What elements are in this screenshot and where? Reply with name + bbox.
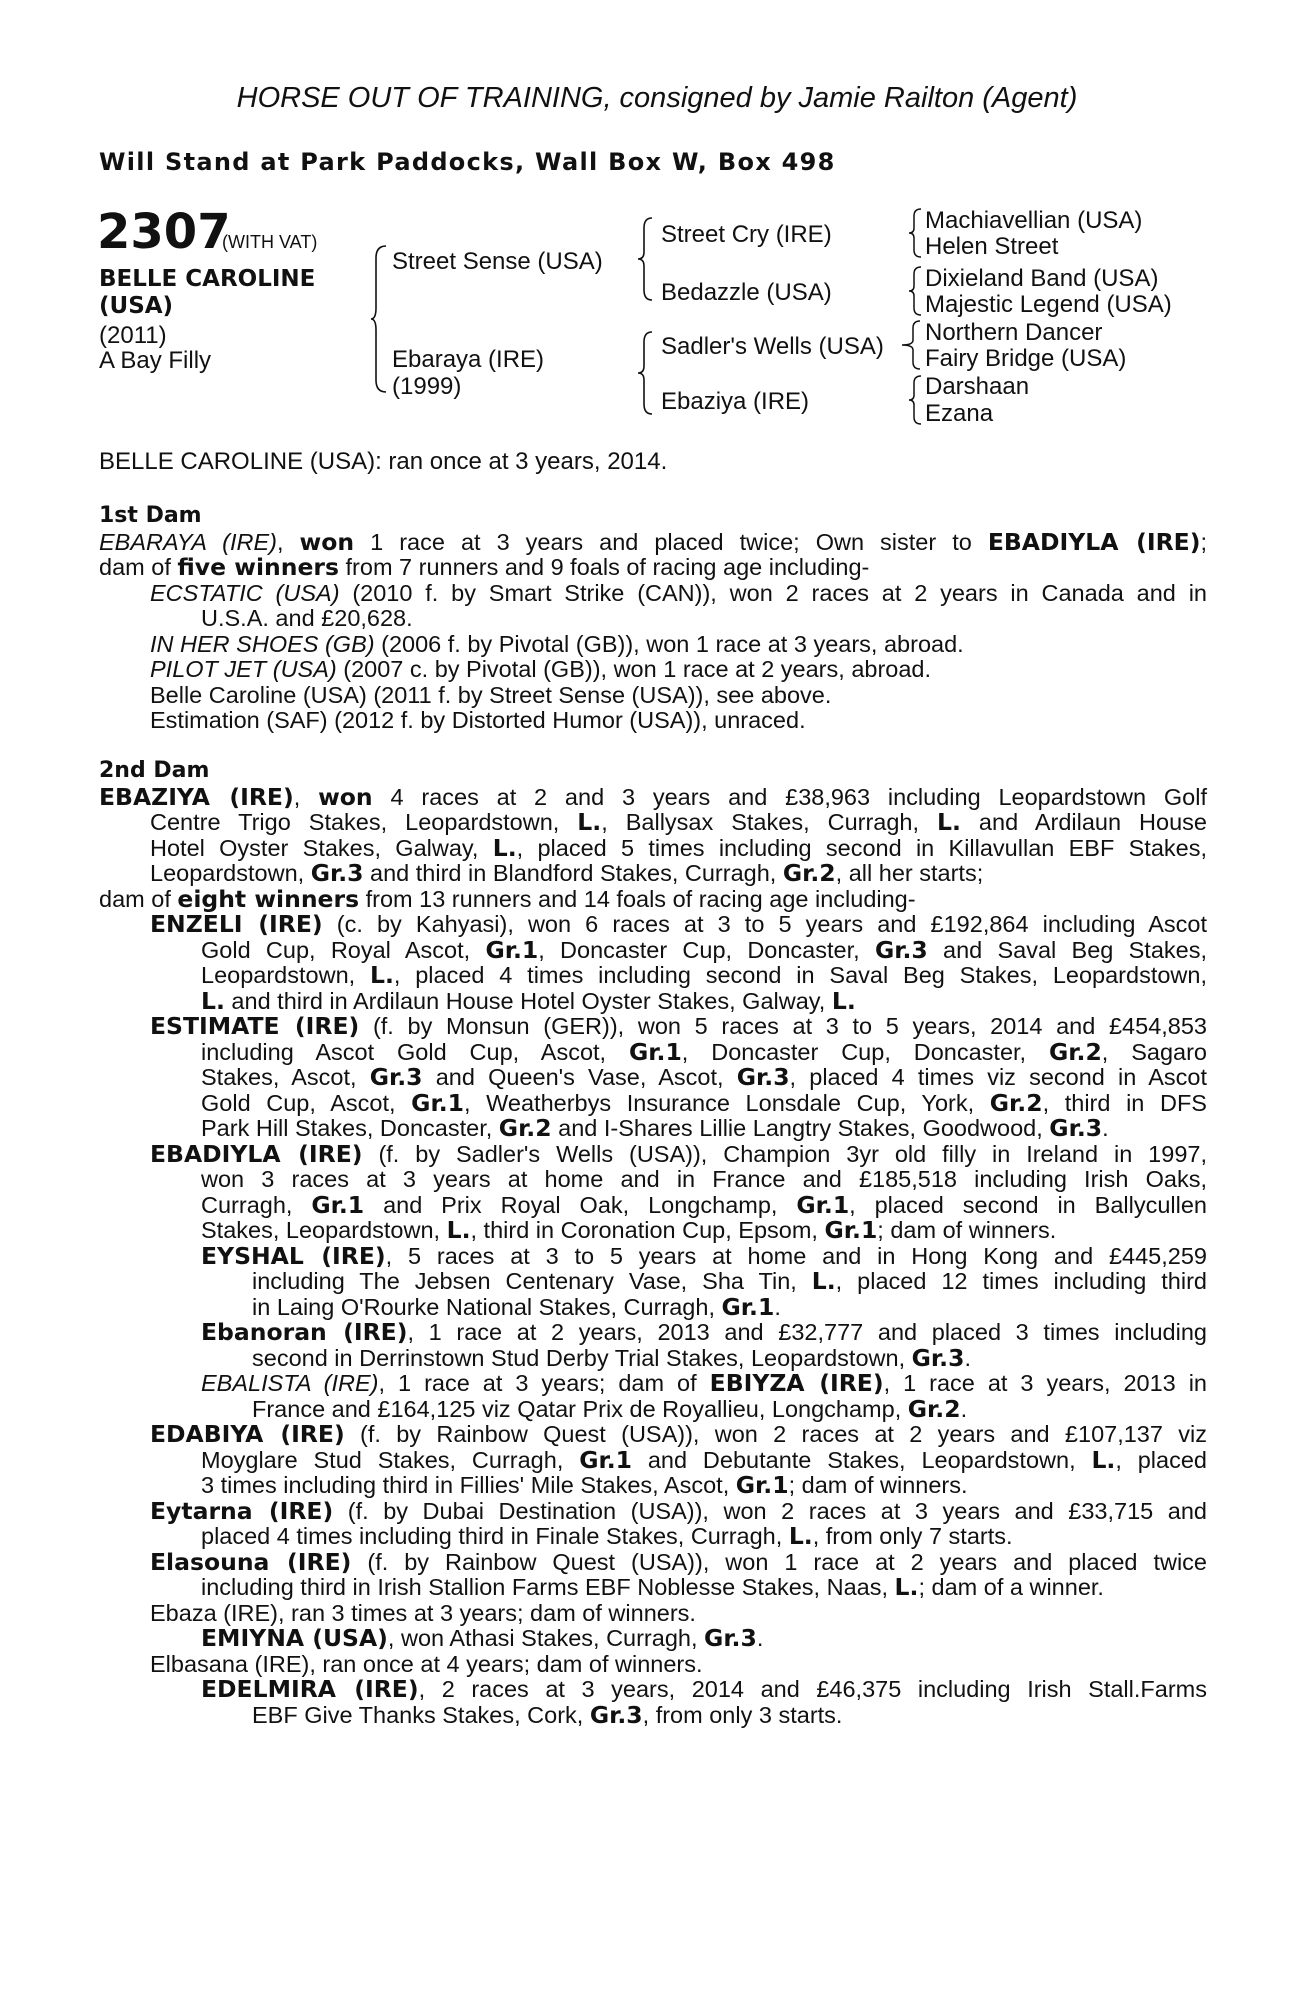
second-dam-line: EBALISTA (IRE), 1 race at 3 years; dam of EBIYZA (IRE), 1 race at 3 years, 2013 in <box>201 1369 1207 1397</box>
lot-number: 2307 <box>97 204 231 260</box>
pedigree-g5: Northern Dancer <box>925 319 1103 346</box>
pedigree-brace <box>907 265 923 317</box>
first-dam-line: PILOT JET (USA) (2007 c. by Pivotal (GB)), won 1 race at 2 years, abroad. <box>150 656 932 682</box>
pedigree-g8: Ezana <box>925 400 994 427</box>
second-dam-line: EYSHAL (IRE), 5 races at 3 to 5 years at home and in Hong Kong and £445,259 <box>201 1242 1207 1270</box>
second-dam-line: Centre Trigo Stakes, Leopardstown, L., Ballysax Stakes, Curragh, L. and Ardilaun House <box>150 808 1207 836</box>
second-dam-line: placed 4 times including third in Finale Stakes, Curragh, L., from only 7 starts. <box>201 1522 1013 1550</box>
second-dam-line: 3 times including third in Fillies' Mile Stakes, Ascot, Gr.1; dam of winners. <box>201 1471 968 1499</box>
pedigree-dam-year: (1999) <box>392 373 462 400</box>
first-dam-line: EBARAYA (IRE), won 1 race at 3 years and placed twice; Own sister to EBADIYLA (IRE); <box>99 528 1207 556</box>
pedigree-sire-dam: Bedazzle (USA) <box>661 279 832 306</box>
second-dam-line: ENZELI (IRE) (c. by Kahyasi), won 6 races at 3 to 5 years and £192,864 including Ascot <box>150 910 1207 938</box>
second-dam-line: Hotel Oyster Stakes, Galway, L., placed 5 times including second in Killavullan EBF Stakes, <box>150 834 1207 862</box>
second-dam-line: France and £164,125 viz Qatar Prix de Royallieu, Longchamp, Gr.2. <box>252 1395 968 1423</box>
second-dam-line: Elasouna (IRE) (f. by Rainbow Quest (USA)), won 1 race at 2 years and placed twice <box>150 1548 1207 1576</box>
first-dam-heading: 1st Dam <box>99 503 202 528</box>
pedigree-g6: Fairy Bridge (USA) <box>925 345 1127 372</box>
second-dam-line: Ebanoran (IRE), 1 race at 2 years, 2013 and £32,777 and placed 3 times including <box>201 1318 1207 1346</box>
pedigree-brace <box>636 216 656 302</box>
second-dam-line: Park Hill Stakes, Doncaster, Gr.2 and I-Shares Lillie Langtry Stakes, Goodwood, Gr.3. <box>201 1114 1109 1142</box>
second-dam-line: Stakes, Ascot, Gr.3 and Queen's Vase, Ascot, Gr.3, placed 4 times viz second in Ascot <box>201 1063 1207 1091</box>
horse-description: A Bay Filly <box>99 347 212 374</box>
page-title: HORSE OUT OF TRAINING, consigned by Jamie Railton (Agent) <box>236 82 1078 114</box>
race-summary: BELLE CAROLINE (USA): ran once at 3 years, 2014. <box>99 448 668 475</box>
second-dam-line: Curragh, Gr.1 and Prix Royal Oak, Longchamp, Gr.1, placed second in Ballycullen <box>201 1191 1207 1219</box>
second-dam-line: in Laing O'Rourke National Stakes, Curragh, Gr.1. <box>252 1293 781 1321</box>
second-dam-line: Gold Cup, Royal Ascot, Gr.1, Doncaster Cup, Doncaster, Gr.3 and Saval Beg Stakes, <box>201 936 1207 964</box>
second-dam-line: Ebaza (IRE), ran 3 times at 3 years; dam of winners. <box>150 1600 696 1626</box>
second-dam-line: including Ascot Gold Cup, Ascot, Gr.1, Doncaster Cup, Doncaster, Gr.2, Sagaro <box>201 1038 1207 1066</box>
second-dam-line: Elbasana (IRE), ran once at 4 years; dam of winners. <box>150 1651 703 1677</box>
pedigree-g7: Darshaan <box>925 373 1030 400</box>
second-dam-line: EBF Give Thanks Stakes, Cork, Gr.3, from only 3 starts. <box>252 1701 843 1729</box>
second-dam-line: EDABIYA (IRE) (f. by Rainbow Quest (USA)), won 2 races at 2 years and £107,137 viz <box>150 1420 1207 1448</box>
second-dam-line: L. and third in Ardilaun House Hotel Oyster Stakes, Galway, L. <box>201 987 856 1015</box>
vat-note: (WITH VAT) <box>222 232 318 252</box>
pedigree-g3: Dixieland Band (USA) <box>925 265 1159 292</box>
second-dam-line: Eytarna (IRE) (f. by Dubai Destination (USA)), won 2 races at 3 years and £33,715 and <box>150 1497 1207 1525</box>
second-dam-line: second in Derrinstown Stud Derby Trial Stakes, Leopardstown, Gr.3. <box>252 1344 971 1372</box>
second-dam-line: Stakes, Leopardstown, L., third in Coronation Cup, Epsom, Gr.1; dam of winners. <box>201 1216 1057 1244</box>
second-dam-line: ESTIMATE (IRE) (f. by Monsun (GER)), won 5 races at 3 to 5 years, 2014 and £454,853 <box>150 1012 1207 1040</box>
pedigree-sire-sire: Street Cry (IRE) <box>661 221 832 248</box>
second-dam-line: Moyglare Stud Stakes, Curragh, Gr.1 and Debutante Stakes, Leopardstown, L., placed <box>201 1446 1207 1474</box>
first-dam-line: U.S.A. and £20,628. <box>201 605 413 631</box>
second-dam-line: including third in Irish Stallion Farms EBF Noblesse Stakes, Naas, L.; dam of a winner. <box>201 1573 1104 1601</box>
horse-name: BELLE CAROLINE <box>99 266 316 292</box>
second-dam-line: EMIYNA (USA), won Athasi Stakes, Curragh, Gr.3. <box>201 1624 764 1652</box>
pedigree-dam: Ebaraya (IRE) <box>392 346 545 373</box>
second-dam-line: EDELMIRA (IRE), 2 races at 3 years, 2014 and £46,375 including Irish Stall.Farms <box>201 1675 1207 1703</box>
pedigree-g4: Majestic Legend (USA) <box>925 291 1172 318</box>
pedigree-brace <box>907 207 923 259</box>
pedigree-sire: Street Sense (USA) <box>392 248 603 275</box>
pedigree-g2: Helen Street <box>925 233 1059 260</box>
stand-location: Will Stand at Park Paddocks, Wall Box W, Box 498 <box>99 148 836 176</box>
first-dam-line: Estimation (SAF) (2012 f. by Distorted Humor (USA)), unraced. <box>150 707 806 733</box>
pedigree-brace <box>370 244 390 394</box>
second-dam-line: Gold Cup, Ascot, Gr.1, Weatherbys Insurance Lonsdale Cup, York, Gr.2, third in DFS <box>201 1089 1207 1117</box>
pedigree-brace <box>907 374 923 426</box>
second-dam-line: including The Jebsen Centenary Vase, Sha Tin, L., placed 12 times including third <box>252 1267 1207 1295</box>
second-dam-line: dam of eight winners from 13 runners and 14 foals of racing age including- <box>99 885 916 913</box>
second-dam-heading: 2nd Dam <box>99 758 210 783</box>
pedigree-brace <box>900 319 922 371</box>
second-dam-line: Leopardstown, L., placed 4 times including second in Saval Beg Stakes, Leopardstown, <box>201 961 1207 989</box>
first-dam-line: IN HER SHOES (GB) (2006 f. by Pivotal (GB)), won 1 race at 3 years, abroad. <box>150 631 964 657</box>
first-dam-line: dam of five winners from 7 runners and 9 foals of racing age including- <box>99 553 870 581</box>
second-dam-line: EBADIYLA (IRE) (f. by Sadler's Wells (USA)), Champion 3yr old filly in Ireland in 1997, <box>150 1140 1207 1168</box>
horse-name-country: (USA) <box>99 293 174 319</box>
second-dam-line: Leopardstown, Gr.3 and third in Blandford Stakes, Curragh, Gr.2, all her starts; <box>150 859 984 887</box>
pedigree-brace <box>636 330 656 416</box>
second-dam-line: EBAZIYA (IRE), won 4 races at 2 and 3 years and £38,963 including Leopardstown Golf <box>99 783 1207 811</box>
first-dam-line: Belle Caroline (USA) (2011 f. by Street Sense (USA)), see above. <box>150 682 832 708</box>
pedigree-dam-sire: Sadler's Wells (USA) <box>661 333 884 360</box>
second-dam-line: won 3 races at 3 years at home and in France and £185,518 including Irish Oaks, <box>201 1166 1207 1192</box>
pedigree-g1: Machiavellian (USA) <box>925 207 1143 234</box>
foaling-year: (2011) <box>99 322 167 349</box>
first-dam-line: ECSTATIC (USA) (2010 f. by Smart Strike (CAN)), won 2 races at 2 years in Canada and in <box>150 580 1207 606</box>
pedigree-dam-dam: Ebaziya (IRE) <box>661 388 810 415</box>
